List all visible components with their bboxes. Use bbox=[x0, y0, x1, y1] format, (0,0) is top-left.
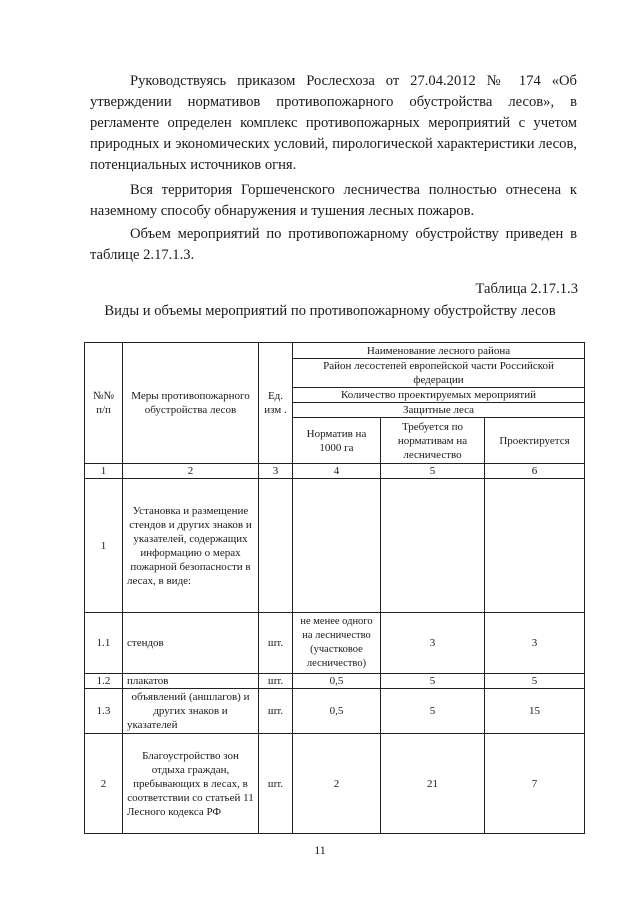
row-required: 21 bbox=[381, 734, 485, 834]
header-region-name: Наименование лесного района bbox=[293, 343, 585, 359]
row-measure: стендов bbox=[123, 613, 259, 674]
row-num: 1.2 bbox=[85, 674, 123, 689]
row-norm: 2 bbox=[293, 734, 381, 834]
row-required: 5 bbox=[381, 689, 485, 734]
row-measure: объявлений (аншлагов) и других знаков и указателей bbox=[123, 689, 259, 734]
row-unit: шт. bbox=[259, 674, 293, 689]
row-num: 1.1 bbox=[85, 613, 123, 674]
header-norm: Норматив на 1000 га bbox=[293, 418, 381, 464]
row-norm: не менее одного на лесничество (участковое лесничество) bbox=[293, 613, 381, 674]
row-unit bbox=[259, 479, 293, 613]
row-unit: шт. bbox=[259, 689, 293, 734]
row-num: 1 bbox=[85, 479, 123, 613]
row-projected bbox=[485, 479, 585, 613]
header-unit: Ед. изм . bbox=[259, 343, 293, 464]
column-number: 1 bbox=[85, 464, 123, 479]
table-number: Таблица 2.17.1.3 bbox=[475, 281, 578, 297]
header-measures: Меры противопожарного обустройства лесов bbox=[123, 343, 259, 464]
column-numbers-row bbox=[85, 464, 585, 479]
row-required: 5 bbox=[381, 674, 485, 689]
header-projected: Проектируется bbox=[485, 418, 585, 464]
column-number: 3 bbox=[259, 464, 293, 479]
row-num: 1.3 bbox=[85, 689, 123, 734]
row-projected: 5 bbox=[485, 674, 585, 689]
row-projected: 3 bbox=[485, 613, 585, 674]
column-number: 5 bbox=[381, 464, 485, 479]
paragraph-3: Объем мероприятий по противопожарному обустройству приведен в таблице 2.17.1.3. bbox=[90, 226, 577, 263]
table-row bbox=[85, 479, 585, 613]
column-number: 6 bbox=[485, 464, 585, 479]
row-measure: Благоустройство зон отдыха граждан, пребывающих в лесах, в соответствии со статьей 11 Лесного кодекса РФ bbox=[123, 734, 259, 834]
table-title: Виды и объемы мероприятий по противопожарному обустройству лесов bbox=[104, 303, 556, 319]
header-region: Район лесостепей европейской части Российской федерации bbox=[293, 359, 585, 388]
row-required: 3 bbox=[381, 613, 485, 674]
row-norm: 0,5 bbox=[293, 689, 381, 734]
header-num: №№ п/п bbox=[85, 343, 123, 464]
header-forest-category: Защитные леса bbox=[293, 403, 585, 418]
row-unit: шт. bbox=[259, 734, 293, 834]
paragraph-2: Вся территория Горшеченского лесничества полностью отнесена к наземному способу обнаружения и тушения лесных пожаров. bbox=[90, 182, 577, 219]
row-required bbox=[381, 479, 485, 613]
row-norm: 0,5 bbox=[293, 674, 381, 689]
page-number: 11 bbox=[314, 843, 326, 857]
fire-measures-table bbox=[84, 342, 585, 834]
row-unit: шт. bbox=[259, 613, 293, 674]
row-projected: 15 bbox=[485, 689, 585, 734]
table-row bbox=[85, 674, 585, 689]
paragraph-1: Руководствуясь приказом Рослесхоза от 27.04.2012 № 174 «Об утверждении нормативов противопожарного обустройства лесов», в регламенте определен комплекс противопожарных мероприятий с учетом природных и экономических условий, пирологической характеристики лесов, потенциальных источников огня. bbox=[90, 73, 577, 173]
row-norm bbox=[293, 479, 381, 613]
header-required: Требуется по нормативам на лесничество bbox=[381, 418, 485, 464]
table-row bbox=[85, 689, 585, 734]
row-num: 2 bbox=[85, 734, 123, 834]
column-number: 2 bbox=[123, 464, 259, 479]
row-measure: Установка и размещение стендов и других знаков и указателей, содержащих информацию о мерах пожарной безопасности в лесах, в виде: bbox=[123, 479, 259, 613]
row-projected: 7 bbox=[485, 734, 585, 834]
table-row bbox=[85, 734, 585, 834]
header-quantity: Количество проектируемых мероприятий bbox=[293, 388, 585, 403]
column-number: 4 bbox=[293, 464, 381, 479]
row-measure: плакатов bbox=[123, 674, 259, 689]
table-row bbox=[85, 613, 585, 674]
